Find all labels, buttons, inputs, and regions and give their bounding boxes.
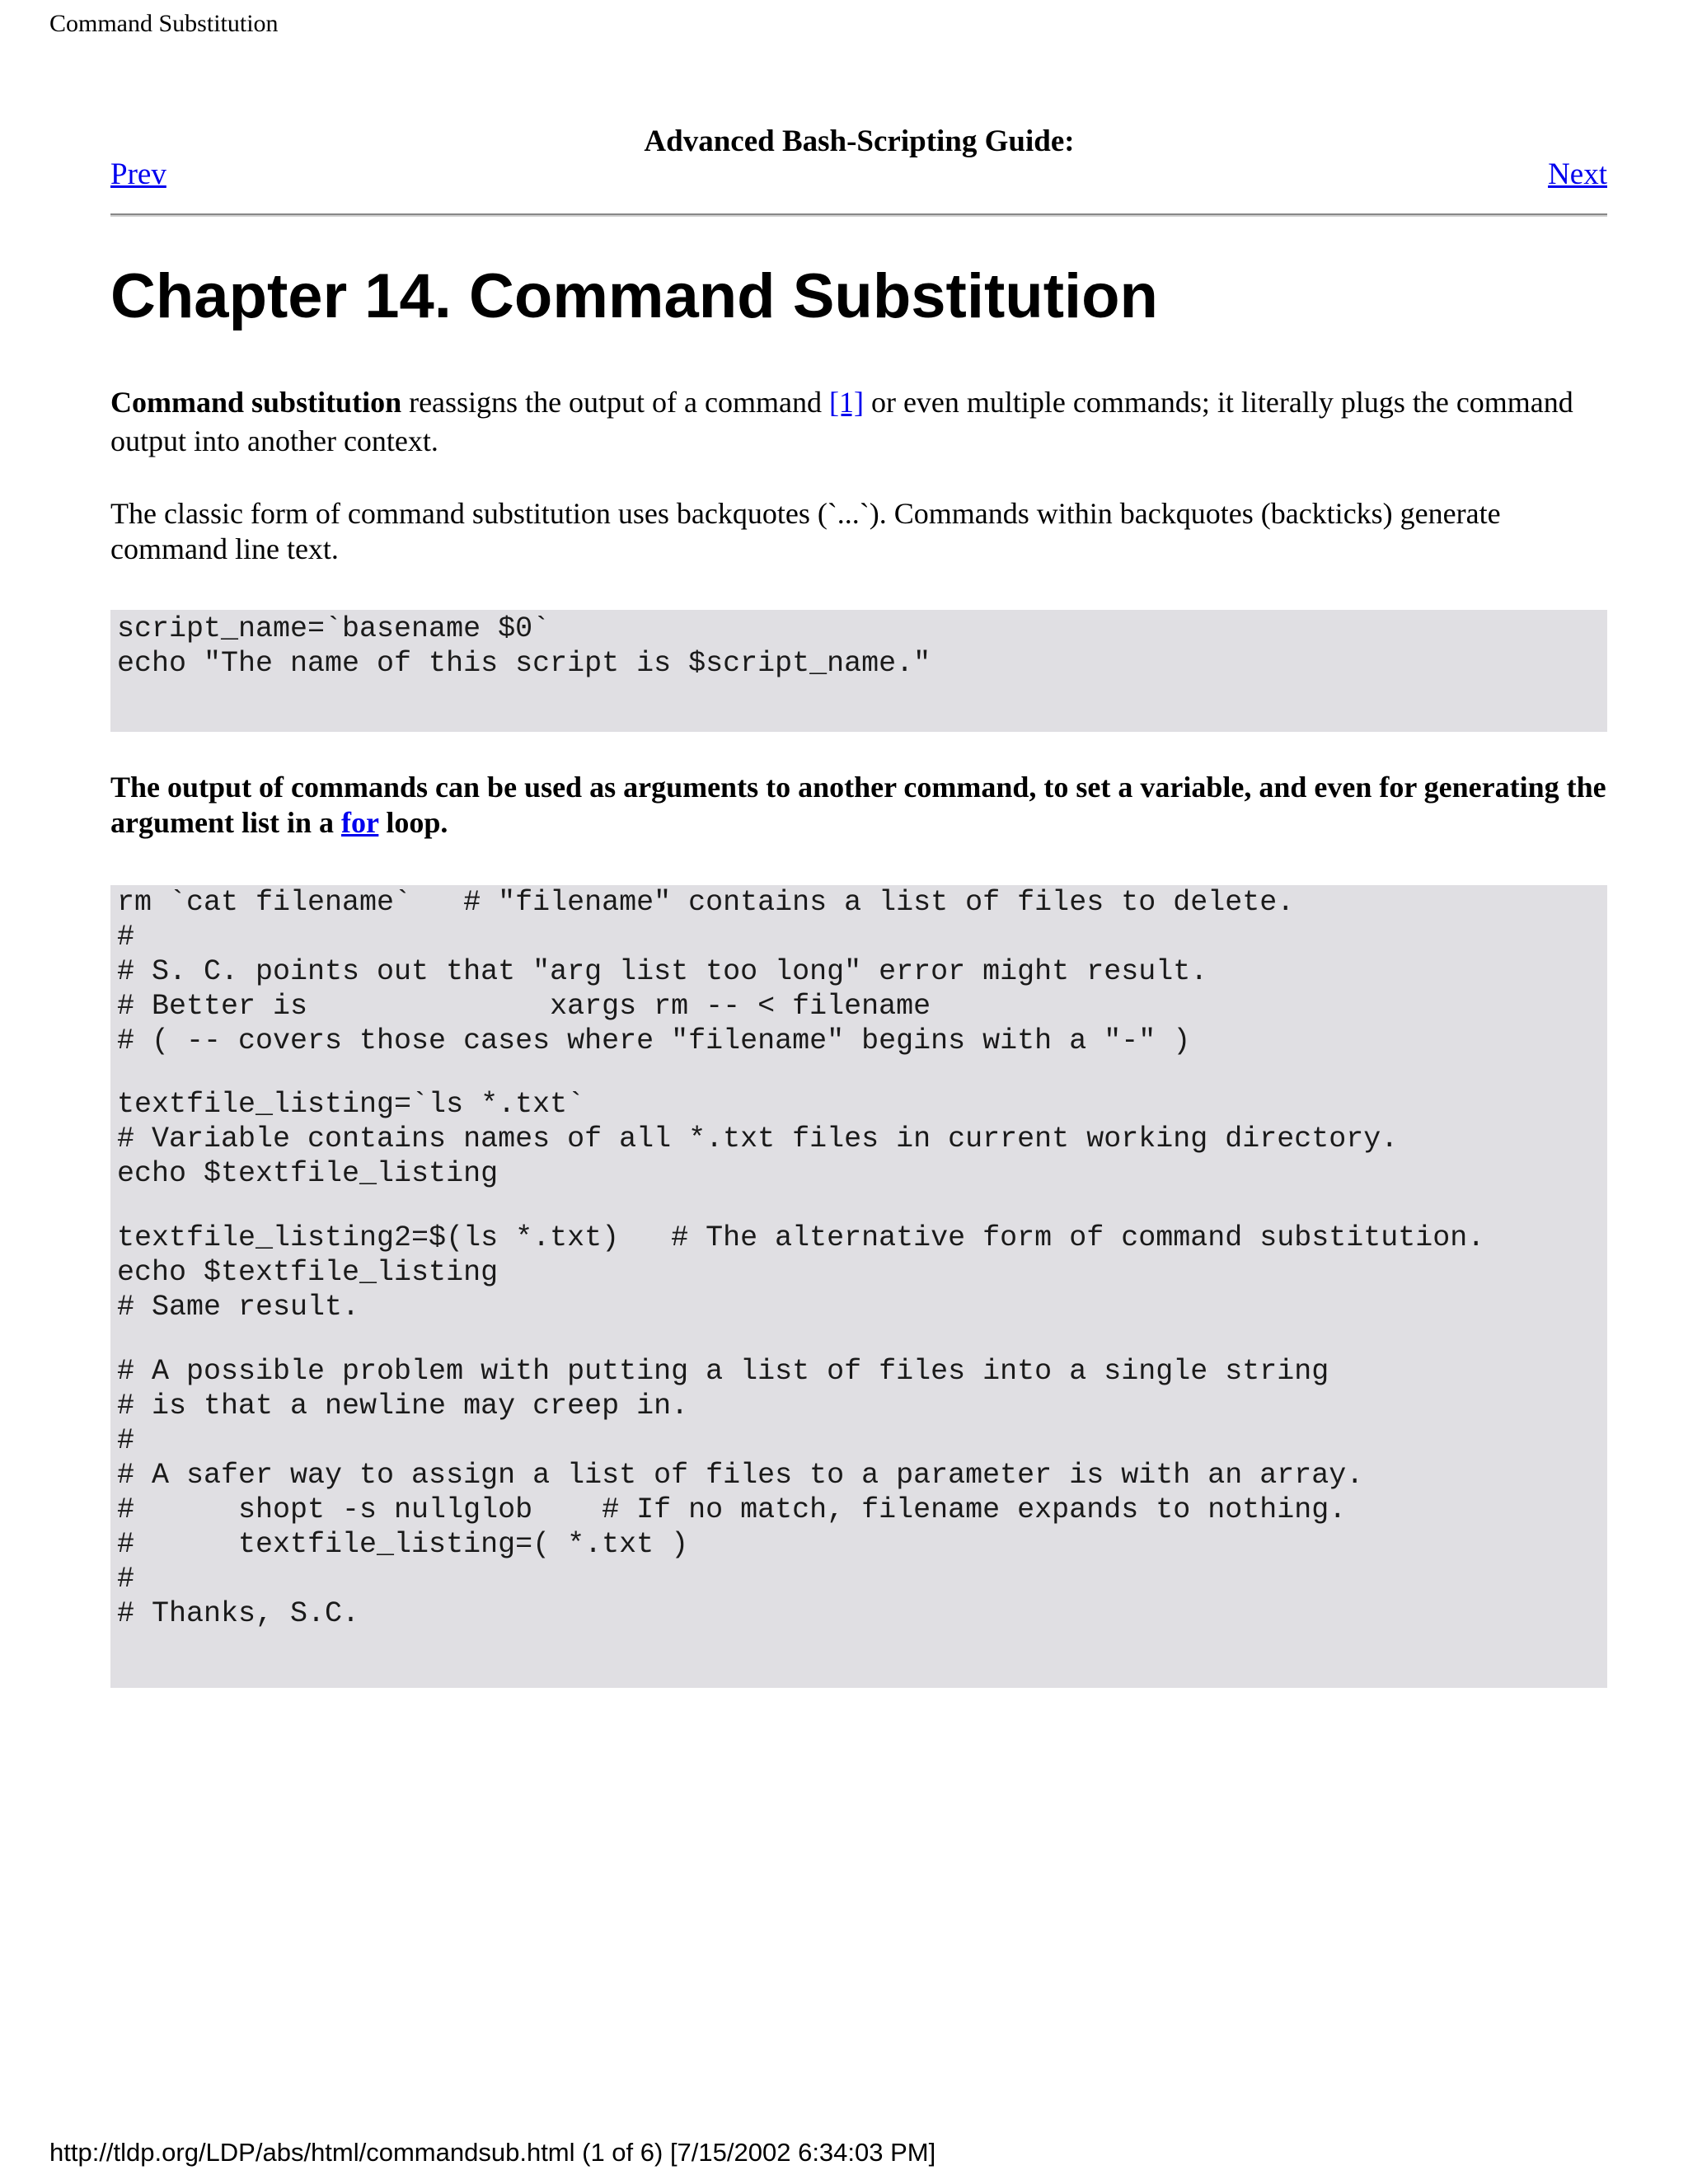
for-loop-link[interactable]: for bbox=[341, 806, 379, 839]
code-line: # A safer way to assign a list of files to a parameter is with an array. bbox=[117, 1459, 1364, 1492]
code-line: echo $textfile_listing bbox=[117, 1157, 499, 1190]
code-line: # bbox=[117, 1563, 135, 1596]
intro-term: Command substitution bbox=[110, 386, 402, 419]
code-line: # Thanks, S.C. bbox=[117, 1597, 360, 1630]
nav-divider bbox=[110, 213, 1607, 217]
print-header: Command Substitution bbox=[49, 10, 279, 37]
code-line: textfile_listing2=$(ls *.txt) # The alternative form of command substitution. bbox=[117, 1221, 1485, 1254]
footnote-link[interactable]: [1] bbox=[828, 386, 864, 419]
prev-link[interactable]: Prev bbox=[110, 157, 166, 191]
code-line: echo "The name of this script is $script_name." bbox=[117, 647, 931, 680]
next-link[interactable]: Next bbox=[1548, 157, 1607, 191]
code-line: # Same result. bbox=[117, 1291, 360, 1324]
guide-title: Advanced Bash-Scripting Guide: bbox=[644, 124, 1075, 158]
code-line: # Variable contains names of all *.txt files in current working directory. bbox=[117, 1122, 1399, 1155]
code-line: rm `cat filename` # "filename" contains a list of files to delete. bbox=[117, 886, 1295, 919]
code-line: # is that a newline may creep in. bbox=[117, 1390, 689, 1422]
code-line: # bbox=[117, 921, 135, 954]
usage-text-2: loop. bbox=[378, 806, 448, 839]
usage-text-1: The output of commands can be used as arguments to another command, to set a variable, and even for generating the argument list in a bbox=[110, 771, 1606, 839]
code-line: echo $textfile_listing bbox=[117, 1256, 499, 1289]
code-line: # A possible problem with putting a list of files into a single string bbox=[117, 1355, 1329, 1388]
code-line: # S. C. points out that "arg list too long" error might result. bbox=[117, 955, 1208, 988]
code-line: # ( -- covers those cases where "filename" begins with a "-" ) bbox=[117, 1024, 1191, 1057]
backquote-paragraph: The classic form of command substitution uses backquotes (`...`). Commands within backquotes (backticks) generate command line text. bbox=[110, 497, 1501, 565]
code-line: textfile_listing=`ls *.txt` bbox=[117, 1088, 585, 1121]
usage-paragraph bbox=[110, 770, 1607, 841]
code-line: # shopt -s nullglob # If no match, filename expands to nothing. bbox=[117, 1493, 1347, 1526]
intro-paragraph bbox=[110, 383, 1607, 461]
intro-text-1: reassigns the output of a command bbox=[401, 386, 829, 419]
code-line: # Better is xargs rm -- < filename bbox=[117, 990, 931, 1023]
code-line: # bbox=[117, 1424, 135, 1457]
code-line: script_name=`basename $0` bbox=[117, 612, 551, 645]
print-footer: http://tldp.org/LDP/abs/html/commandsub.html (1 of 6) [7/15/2002 6:34:03 PM] bbox=[49, 2138, 936, 2167]
code-line: # textfile_listing=( *.txt ) bbox=[117, 1528, 689, 1561]
intro-text-2: or even multiple commands; it literally plugs the command output into another context. bbox=[110, 386, 1573, 457]
code-example-1 bbox=[110, 610, 1607, 732]
chapter-title: Chapter 14. Command Substitution bbox=[110, 261, 1158, 331]
code-example-2 bbox=[110, 885, 1607, 1688]
